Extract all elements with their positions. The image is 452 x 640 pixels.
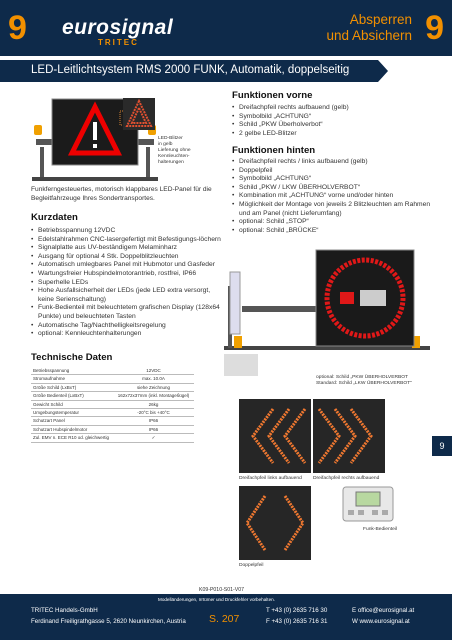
funktionen-hinten-heading: Funktionen hinten	[232, 145, 316, 156]
triple-arrow-right-panel	[313, 399, 385, 473]
led-flasher-image	[122, 97, 156, 131]
table-row: Größe Schild (LxBxT) siehe Zeichnung	[31, 383, 194, 391]
caption-triple-left: Dreifachpfeil links aufbauend	[239, 476, 302, 481]
footer-address: Ferdinand Freiligrathgasse 5, 2620 Neunkirchen, Austria	[31, 618, 186, 625]
caption-remote: Funk-Bedienteil	[363, 527, 397, 532]
table-row: Umgebungstemperatur -20°C bis +40°C	[31, 409, 194, 417]
page-header	[0, 0, 452, 56]
rear-photo-caption: optional: Schild „PKW ÜBERHOLVERBOT Standard: Schild „LKW ÜBERHOLVERBOT“	[316, 375, 412, 386]
funktionen-vorne-heading: Funktionen vorne	[232, 90, 313, 101]
footer-email[interactable]: E office@eurosignal.at	[352, 607, 415, 614]
table-row: Größe Bedienteil (LxBxT) 162x72x37mm (inkl. Montageбügel)	[31, 392, 194, 400]
footer-phone: T +43 (0) 2635 716 30	[266, 607, 328, 614]
page-footer	[0, 594, 452, 640]
table-row: Betriebsspannung 12VDC	[31, 367, 194, 375]
disclaimer: Modelländerungen, Irrtümer und Druckfehler vorbehalten.	[158, 597, 275, 602]
eurosignal-logo: eurosignal	[62, 16, 174, 39]
chapter-side-tab: 9	[432, 436, 452, 456]
footer-website[interactable]: W www.eurosignal.at	[352, 618, 410, 625]
footer-fax: F +43 (0) 2635 716 31	[266, 618, 328, 625]
tritec-logo-text: TRITEC	[98, 38, 139, 47]
funktionen-hinten-list: • Dreifachpfeil rechts / links aufbauend (gelb) • Doppelpfeil • Symbolbild „ACHTUNG“ • Schild „PKW / LKW ÜBERHOLVERBOT“ • Kombination mit „ACHTUNG“ vorne und/oder hinten • Möglichkeit der Montage von jeweils 2 Blitzleuchten am Rahmen und am Panel (nicht Lieferumfang) • optional: Schild „STOP“ • optional: Schild „BRÜCKE“	[232, 158, 432, 235]
double-arrow-panel	[239, 486, 311, 560]
product-image-rear	[224, 246, 430, 378]
page-number: S. 207	[209, 613, 240, 625]
product-title: LED-Leitlichtsystem RMS 2000 FUNK, Automatik, doppelseitig	[31, 64, 350, 76]
technische-daten-heading: Technische Daten	[31, 352, 113, 363]
table-row: Schutzart Hubspindelmotor IP66	[31, 425, 194, 433]
footer-company: TRITEC Handels-GmbH	[31, 607, 98, 614]
led-flasher-caption: LED-Blitzer in gelb Lieferung ohne Kennleuchten- halterungen	[158, 136, 191, 165]
technical-data-table	[31, 367, 194, 443]
product-description: Funkferngesteuertes, motorisch klappbares LED-Panel für die Begleitfahrzeuge Ihres Sondertransportes.	[31, 186, 212, 202]
chapter-number-right: 9	[425, 9, 444, 47]
article-code: K09-P010-S01-V07	[199, 587, 244, 593]
caption-triple-right: Dreifachpfeil rechts aufbauend	[313, 476, 380, 481]
product-title-bar	[0, 60, 378, 82]
chapter-number-left: 9	[8, 9, 27, 47]
table-row: Schutzart Panel IP66	[31, 417, 194, 425]
funktionen-vorne-list: • Dreifachpfeil rechts aufbauend (gelb) • Symbolbild „ACHTUNG“ • Schild „PKW Überholverbot“ • 2 gelbe LED-Blitzer	[232, 104, 432, 138]
table-row: Stromaufnahme max. 10.0A	[31, 375, 194, 383]
table-row: Gewicht Schild 26kg	[31, 400, 194, 408]
table-row: Zul. EMV n. ECE R10 od. gleichwertig ✓	[31, 434, 194, 442]
caption-double-arrow: Doppelpfeil	[239, 563, 264, 568]
kurzdaten-list: • Betriebsspannung 12VDC • Edelstahlrahmen CNC-lasergefertigt mit Befestigungs-löchern • Signalplatte aus UV-beständigem Melaminharz • Ausgang für optional 4 Stk. Doppelblitzleuchten • Automatisch umlegbares Panel mit Hubmotor und Gasfeder • Wartungsfreier Hubspindelmotorantrieb, rostfrei, IP66 • Superhelle LEDs • Hohe Ausfallsicherheit der LEDs (jede LED extra versorgt, keine Serienschaltung) • Funk-Bedienteil mit beleuchtetem grafischen Display (128x64 Punkte) und beleuchteten Tasten • Automatische Tag/Nachthelligkeitsregelung • optional: Kennleuchtenhalterungen	[31, 227, 221, 339]
section-title: Absperren und Absichern	[326, 12, 412, 43]
triple-arrow-left-panel	[239, 399, 311, 473]
kurzdaten-heading: Kurzdaten	[31, 212, 78, 223]
remote-control-image	[342, 486, 394, 522]
